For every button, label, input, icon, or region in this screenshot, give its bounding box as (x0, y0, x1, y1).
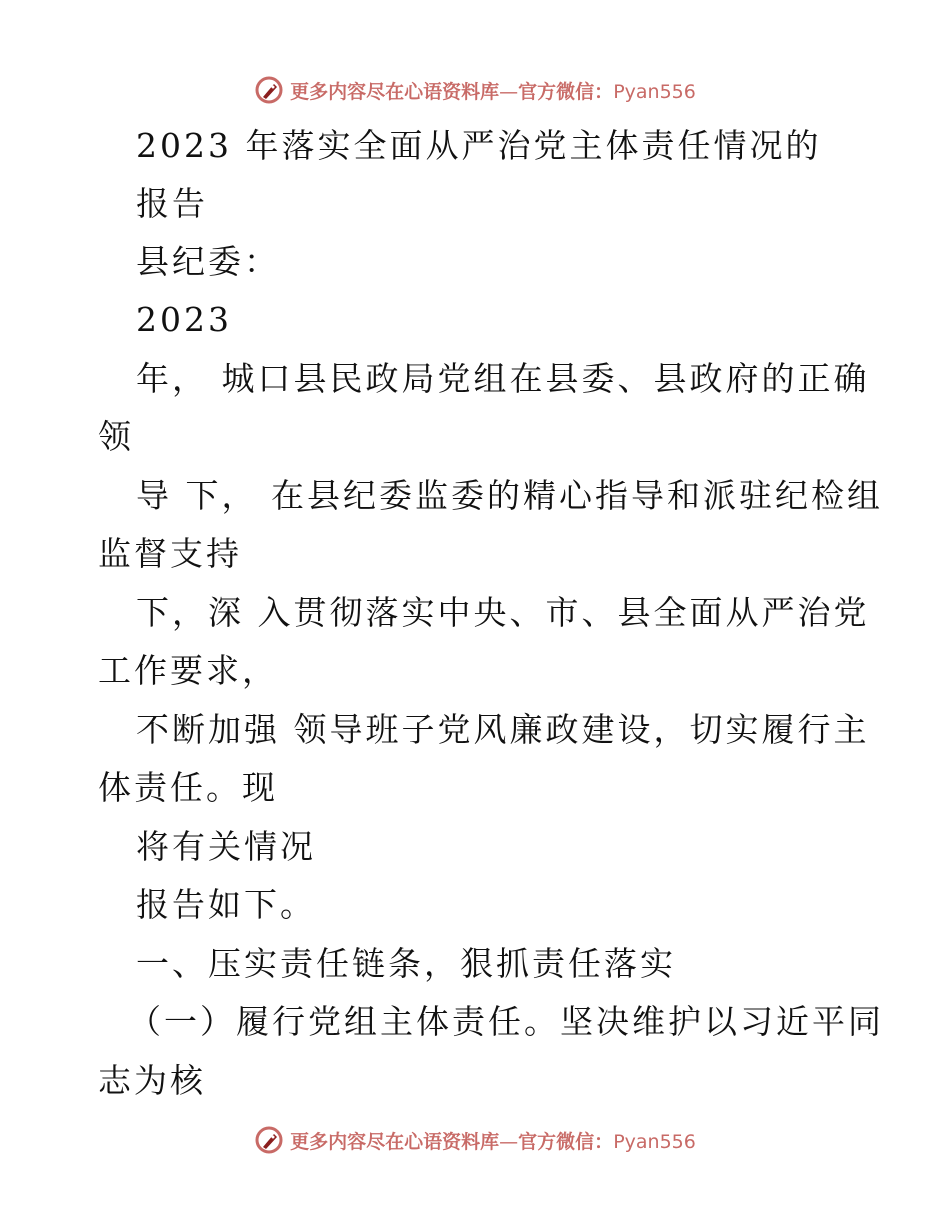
pen-nib-circle-icon (254, 1125, 284, 1155)
watermark-id: Pyan556 (613, 1130, 696, 1153)
watermark-header (0, 70, 950, 110)
watermark-id: Pyan556 (613, 80, 696, 103)
doc-line: 导 下， 在县纪委监委的精心指导和派驻纪检组 (136, 476, 883, 515)
watermark-footer (0, 1120, 950, 1160)
watermark-text (290, 1127, 696, 1154)
doc-line: 将有关情况 (136, 827, 316, 866)
watermark-sep: — (499, 1130, 519, 1153)
doc-line: 2023 (136, 300, 232, 339)
doc-subsection-heading: （一）履行党组主体责任。坚决维护以习近平同 (128, 1002, 884, 1041)
pen-nib-circle-icon (254, 75, 284, 105)
doc-title-line-2: 报告 (136, 184, 208, 223)
watermark-sep: — (499, 80, 519, 103)
doc-line: 工作要求， (98, 651, 278, 690)
doc-line: 领 (98, 417, 134, 456)
doc-line: 监督支持 (98, 534, 242, 573)
doc-salutation: 县纪委： (136, 242, 280, 281)
doc-line: 不断加强 领导班子党风廉政建设，切实履行主 (136, 710, 870, 749)
doc-line: 年， 城口县民政局党组在县委、县政府的正确 (136, 359, 870, 398)
doc-line: 报告如下。 (136, 885, 316, 924)
doc-line: 志为核 (98, 1061, 206, 1100)
watermark-wechat: 官方微信： (518, 80, 614, 103)
doc-line: 下，深 入贯彻落实中央、市、县全面从严治党 (136, 593, 870, 632)
doc-title-line-1: 2023 年落实全面从严治党主体责任情况的 (136, 126, 822, 165)
doc-section-heading: 一、压实责任链条，狠抓责任落实 (136, 944, 676, 983)
watermark-main: 更多内容尽在心语资料库 (290, 1130, 500, 1153)
doc-line: 体责任。现 (98, 768, 278, 807)
watermark-main: 更多内容尽在心语资料库 (290, 80, 500, 103)
watermark-wechat: 官方微信： (518, 1130, 614, 1153)
watermark-text (290, 77, 696, 104)
